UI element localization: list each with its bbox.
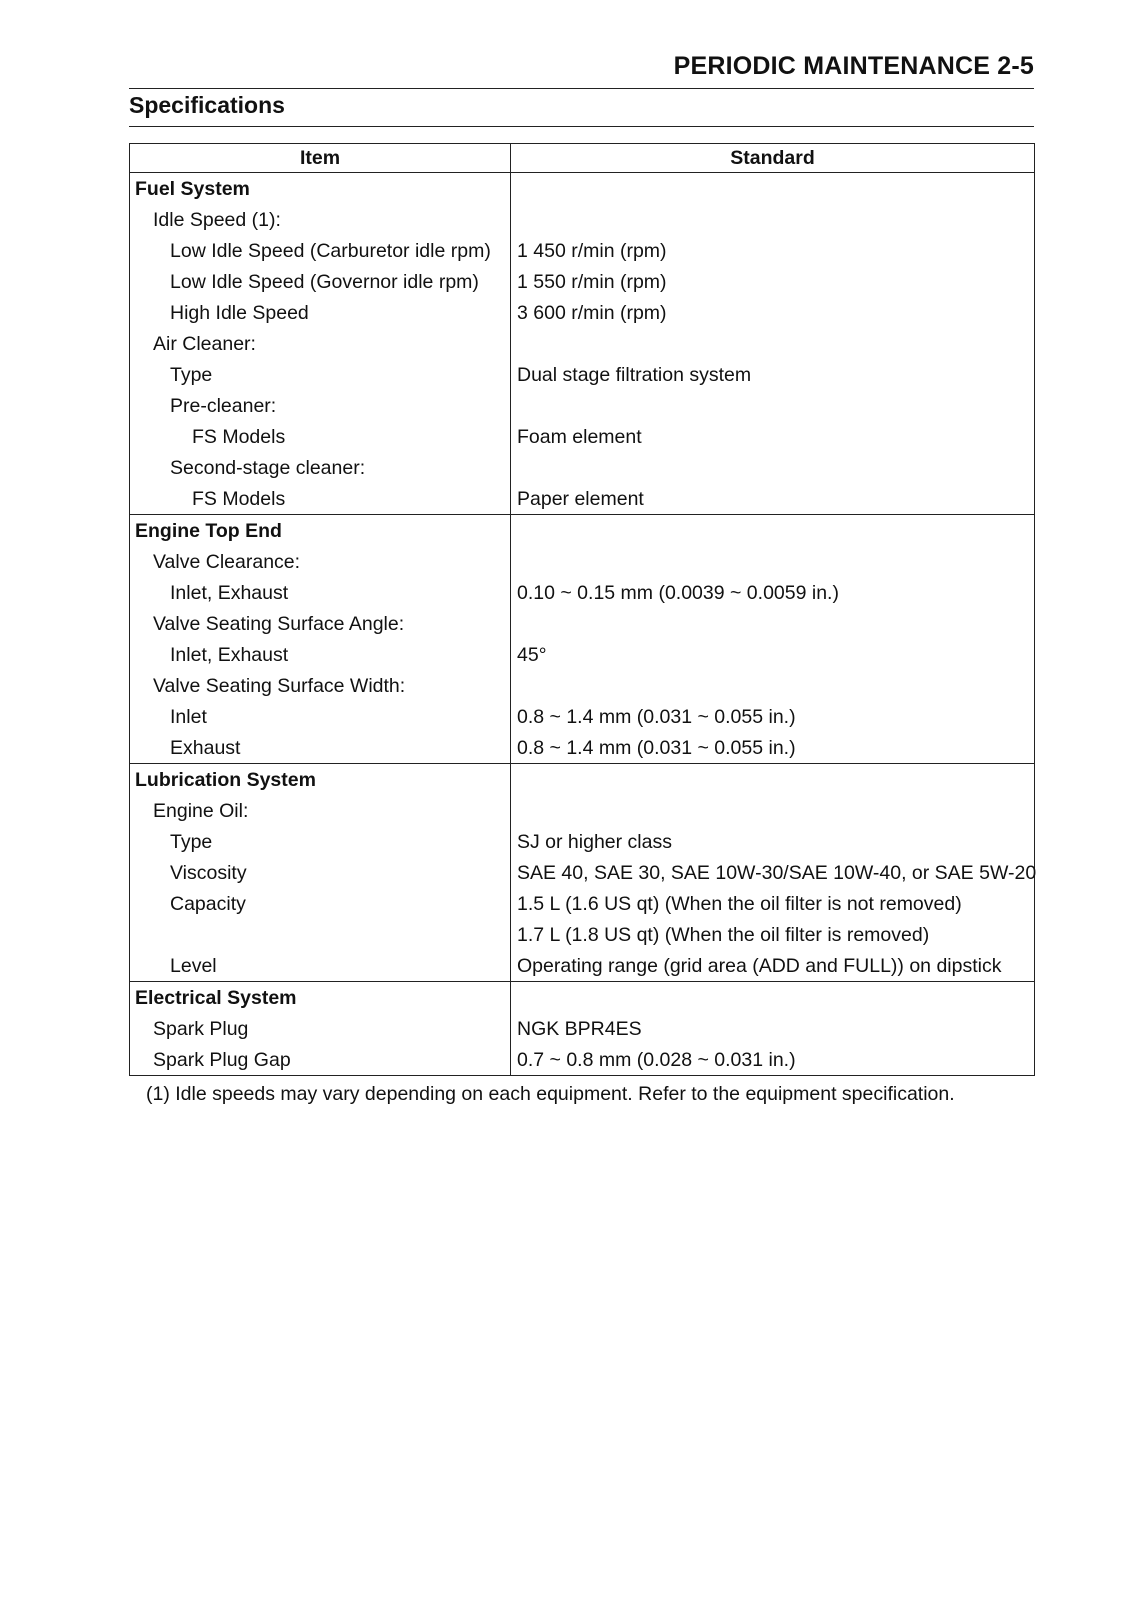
standard-cell	[511, 204, 1035, 235]
group-title: Fuel System	[130, 173, 511, 205]
running-head: PERIODIC MAINTENANCE 2-5	[673, 52, 1034, 80]
table-row	[130, 608, 1035, 639]
item-cell: Type	[130, 826, 511, 857]
table-group-row	[130, 982, 1035, 1014]
table-header-row	[130, 144, 1035, 173]
standard-cell	[511, 328, 1035, 359]
standard-cell: 1.7 L (1.8 US qt) (When the oil filter is removed)	[511, 919, 1035, 950]
item-cell: Air Cleaner:	[130, 328, 511, 359]
table-row	[130, 826, 1035, 857]
column-header-item: Item	[130, 144, 511, 173]
table-row	[130, 204, 1035, 235]
standard-cell: Paper element	[511, 483, 1035, 515]
item-cell: Capacity	[130, 888, 511, 919]
standard-cell	[511, 546, 1035, 577]
standard-cell: SAE 40, SAE 30, SAE 10W-30/SAE 10W-40, or SAE 5W-20	[511, 857, 1035, 888]
table-row	[130, 390, 1035, 421]
group-value-cell	[511, 173, 1035, 205]
item-cell	[130, 919, 511, 950]
group-value-cell	[511, 764, 1035, 796]
item-cell: FS Models	[130, 421, 511, 452]
table-row	[130, 732, 1035, 764]
table-row	[130, 452, 1035, 483]
item-cell: Low Idle Speed (Governor idle rpm)	[130, 266, 511, 297]
standard-cell: 1 550 r/min (rpm)	[511, 266, 1035, 297]
table-row	[130, 919, 1035, 950]
item-cell: Level	[130, 950, 511, 982]
table-row	[130, 546, 1035, 577]
group-title: Electrical System	[130, 982, 511, 1014]
item-cell: Inlet, Exhaust	[130, 639, 511, 670]
standard-cell	[511, 670, 1035, 701]
item-cell: Inlet, Exhaust	[130, 577, 511, 608]
table-row	[130, 266, 1035, 297]
table-row	[130, 639, 1035, 670]
table-row	[130, 950, 1035, 982]
table-row	[130, 888, 1035, 919]
section-rule	[129, 126, 1034, 127]
item-cell: Inlet	[130, 701, 511, 732]
standard-cell: 1 450 r/min (rpm)	[511, 235, 1035, 266]
table-row	[130, 670, 1035, 701]
item-cell: Spark Plug Gap	[130, 1044, 511, 1076]
standard-cell: 0.8 ~ 1.4 mm (0.031 ~ 0.055 in.)	[511, 701, 1035, 732]
table-row	[130, 297, 1035, 328]
standard-cell: 3 600 r/min (rpm)	[511, 297, 1035, 328]
table-group-row	[130, 764, 1035, 796]
table-row	[130, 483, 1035, 515]
group-value-cell	[511, 515, 1035, 547]
item-cell: Exhaust	[130, 732, 511, 764]
table-row	[130, 795, 1035, 826]
table-row	[130, 235, 1035, 266]
group-value-cell	[511, 982, 1035, 1014]
item-cell: Spark Plug	[130, 1013, 511, 1044]
specifications-table	[129, 143, 1035, 1076]
standard-cell: 1.5 L (1.6 US qt) (When the oil filter is not removed)	[511, 888, 1035, 919]
table-row	[130, 359, 1035, 390]
specifications-table-body	[130, 173, 1035, 1076]
standard-cell	[511, 452, 1035, 483]
item-cell: FS Models	[130, 483, 511, 515]
item-cell: Second-stage cleaner:	[130, 452, 511, 483]
table-row	[130, 328, 1035, 359]
item-cell: High Idle Speed	[130, 297, 511, 328]
table-row	[130, 577, 1035, 608]
standard-cell: NGK BPR4ES	[511, 1013, 1035, 1044]
group-title: Lubrication System	[130, 764, 511, 796]
item-cell: Valve Seating Surface Angle:	[130, 608, 511, 639]
standard-cell: 0.7 ~ 0.8 mm (0.028 ~ 0.031 in.)	[511, 1044, 1035, 1076]
standard-cell: SJ or higher class	[511, 826, 1035, 857]
standard-cell: Foam element	[511, 421, 1035, 452]
standard-cell: Operating range (grid area (ADD and FULL)) on dipstick	[511, 950, 1035, 982]
item-cell: Valve Clearance:	[130, 546, 511, 577]
table-row	[130, 1013, 1035, 1044]
table-group-row	[130, 173, 1035, 205]
standard-cell: 0.10 ~ 0.15 mm (0.0039 ~ 0.0059 in.)	[511, 577, 1035, 608]
standard-cell: 45°	[511, 639, 1035, 670]
item-cell: Valve Seating Surface Width:	[130, 670, 511, 701]
table-row	[130, 701, 1035, 732]
table-row	[130, 857, 1035, 888]
item-cell: Engine Oil:	[130, 795, 511, 826]
standard-cell: Dual stage filtration system	[511, 359, 1035, 390]
group-title: Engine Top End	[130, 515, 511, 547]
item-cell: Idle Speed (1):	[130, 204, 511, 235]
standard-cell	[511, 608, 1035, 639]
footnote: (1) Idle speeds may vary depending on each equipment. Refer to the equipment specification.	[146, 1083, 955, 1105]
item-cell: Type	[130, 359, 511, 390]
table-row	[130, 421, 1035, 452]
standard-cell: 0.8 ~ 1.4 mm (0.031 ~ 0.055 in.)	[511, 732, 1035, 764]
standard-cell	[511, 390, 1035, 421]
table-row	[130, 1044, 1035, 1076]
item-cell: Low Idle Speed (Carburetor idle rpm)	[130, 235, 511, 266]
standard-cell	[511, 795, 1035, 826]
item-cell: Viscosity	[130, 857, 511, 888]
section-title: Specifications	[129, 92, 285, 118]
column-header-standard: Standard	[511, 144, 1035, 173]
item-cell: Pre-cleaner:	[130, 390, 511, 421]
table-group-row	[130, 515, 1035, 547]
header-rule	[129, 88, 1034, 89]
